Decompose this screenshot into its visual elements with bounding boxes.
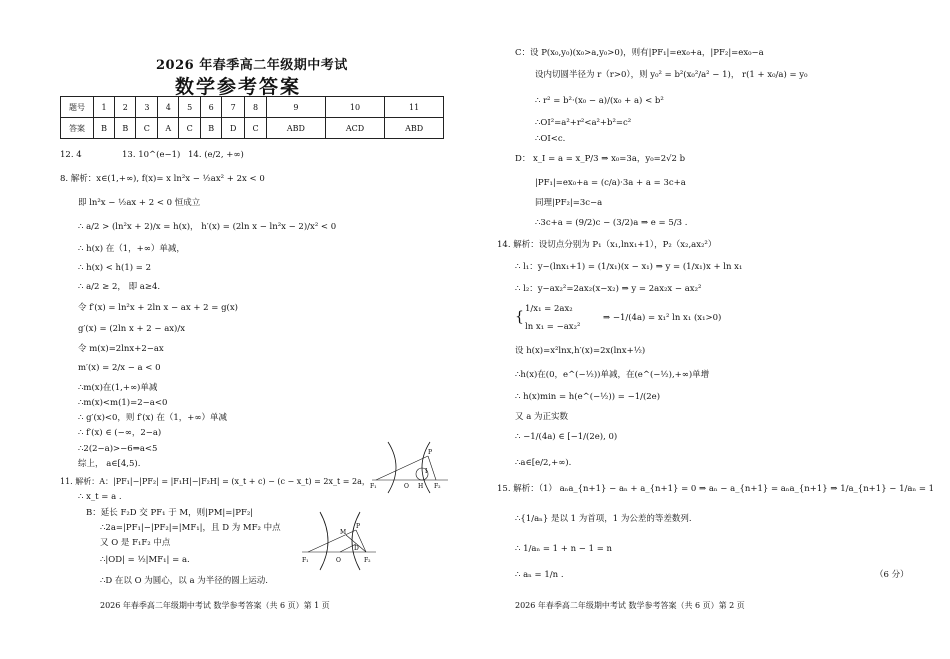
table-cell: 3 bbox=[136, 97, 158, 118]
table-answer-label: 答案 bbox=[61, 118, 94, 139]
q8-line: m′(x) = 2/x − a < 0 bbox=[78, 363, 161, 373]
q11-line: ∴D 在以 O 为圆心，以 a 为半径的圆上运动. bbox=[100, 576, 268, 586]
c-part-line: C：设 P(x₀,y₀)(x₀>a,y₀>0)，则有|PF₁|=ex₀+a，|PF₂|=ex₀−a bbox=[515, 48, 764, 58]
q11-line: 又 O 是 F₁F₂ 中点 bbox=[100, 538, 171, 548]
c-part-line: 设内切圆半径为 r（r>0），则 y₀² = b²(x₀²/a² − 1)， r(1 + x₀/a) = y₀ bbox=[535, 70, 808, 80]
q8-line: ∴ h(x) < h(1) = 2 bbox=[78, 263, 151, 273]
q8-line: 即 ln²x − ½ax + 2 < 0 恒成立 bbox=[78, 198, 201, 208]
q8-line: ∴ f′(x) ∈ (−∞，2−a) bbox=[78, 428, 162, 438]
q15-line: ∴ aₙ = 1/n . bbox=[515, 570, 564, 580]
answer-key-title: 数学参考答案 bbox=[175, 76, 302, 98]
system-brace: { bbox=[515, 309, 524, 325]
q8-line: ∴ a/2 > (ln²x + 2)/x = h(x)， h′(x) = (2ln x − ln²x − 2)/x² < 0 bbox=[78, 222, 337, 232]
table-cell: 2 bbox=[115, 97, 136, 118]
table-cell: 10 bbox=[325, 97, 384, 118]
fig2-label-o: O bbox=[336, 557, 341, 564]
hyperbola-midpoint-figure bbox=[300, 510, 378, 572]
q8-line: ∴ h(x) 在（1，+∞）单减， bbox=[78, 244, 185, 254]
q14-line: ⇒ −1/(4a) = x₁² ln x₁ (x₁>0) bbox=[603, 313, 722, 323]
q14-line: ∴ h(x)min = h(e^(−½)) = −1/(2e) bbox=[515, 392, 661, 402]
q14-line: 设 h(x)=x²lnx,h′(x)=2x(lnx+½) bbox=[515, 346, 646, 356]
fig1-label-f2: F₂ bbox=[434, 483, 441, 490]
q14-line: ∴ −1/(4a) ∈ [−1/(2e), 0) bbox=[515, 432, 618, 442]
table-cell: A bbox=[158, 118, 179, 139]
q11-line: B：延长 F₂D 交 PF₁ 于 M，则|PM|=|PF₂| bbox=[86, 508, 254, 518]
table-cell: B bbox=[115, 118, 136, 139]
q8-line: ∴m(x)在(1,+∞)单减 bbox=[78, 383, 158, 393]
q8-line: ∴m(x)<m(1)=2−a<0 bbox=[78, 398, 168, 408]
q14-system-eq1: 1/x₁ = 2ax₂ bbox=[525, 304, 573, 314]
q14-line: ∴a∈[e/2,+∞). bbox=[515, 458, 572, 468]
fig2-label-f1: F₁ bbox=[302, 557, 309, 564]
fig1-label-o: O bbox=[404, 483, 409, 490]
q14-line: 14. 解析：设切点分别为 P₁（x₁,lnx₁+1），P₂（x₂,ax₂²） bbox=[497, 240, 717, 250]
q8-line: ∴ a/2 ≥ 2， 即 a≥4. bbox=[78, 282, 161, 292]
q11-line: ∴2a=|PF₁|−|PF₂|=|MF₁|，且 D 为 MF₂ 中点 bbox=[100, 523, 281, 533]
answer-table bbox=[60, 96, 444, 139]
table-cell: B bbox=[201, 118, 222, 139]
hyperbola-incircle-figure bbox=[370, 440, 450, 495]
q14-line: ∴ l₂：y−ax₂²=2ax₂(x−x₂) ⇒ y = 2ax₂x − ax₂² bbox=[515, 284, 702, 294]
fig1-label-f1: F₁ bbox=[370, 483, 377, 490]
q8-line: ∴2(2−a)>−6⇒a<5 bbox=[78, 444, 158, 454]
table-cell: 1 bbox=[94, 97, 115, 118]
table-cell: 5 bbox=[179, 97, 201, 118]
c-part-line: ∴OI²=a²+r²<a²+b²=c² bbox=[535, 118, 632, 128]
q14-line: ∴ l₁：y−(lnx₁+1) = (1/x₁)(x − x₁) ⇒ y = (1/x₁)x + ln x₁ bbox=[515, 262, 743, 272]
d-part-line: ∴3c+a = (9/2)c − (3/2)a ⇒ e = 5/3 . bbox=[535, 218, 688, 228]
q11-line: ∴ x_t = a . bbox=[78, 492, 122, 502]
right-page bbox=[475, 0, 950, 659]
q8-line: 8. 解析：x∈(1,+∞), f(x)= x ln²x − ½ax² + 2x < 0 bbox=[60, 174, 265, 184]
page-footer-1: 2026 年春季高二年级期中考试 数学参考答案（共 6 页）第 1 页 bbox=[100, 601, 330, 610]
q8-line: 综上， a∈[4,5). bbox=[78, 459, 141, 469]
q14-system-eq2: ln x₁ = −ax₂² bbox=[525, 322, 581, 332]
table-cell: 8 bbox=[245, 97, 267, 118]
fig1-label-i: I bbox=[425, 468, 428, 475]
table-cell: C bbox=[136, 118, 158, 139]
table-cell: 4 bbox=[158, 97, 179, 118]
table-header-label: 题号 bbox=[61, 97, 94, 118]
fig1-label-h: H bbox=[418, 483, 424, 490]
q15-line: ∴{1/aₙ} 是以 1 为首项，1 为公差的等差数列. bbox=[515, 514, 692, 524]
q15-line: 15. 解析：（1） aₙa_{n+1} − aₙ + a_{n+1} = 0 ⇒ aₙ − a_{n+1} = aₙa_{n+1} ⇒ 1/a_{n+1} − 1/aₙ = 1 bbox=[497, 484, 935, 494]
table-cell: ABD bbox=[385, 118, 444, 139]
table-cell: 7 bbox=[222, 97, 245, 118]
answer-14: 14. (e/2, +∞) bbox=[188, 150, 244, 160]
answer-table-header-row bbox=[61, 97, 444, 118]
d-part-line: D： x_I = a = x_P/3 ⇒ x₀=3a，y₀=2√2 b bbox=[515, 154, 686, 164]
q8-line: 令 m(x)=2lnx+2−ax bbox=[78, 344, 164, 354]
table-cell: 6 bbox=[201, 97, 222, 118]
fig2-label-m: M bbox=[340, 529, 347, 536]
q14-line: 又 a 为正实数 bbox=[515, 412, 568, 422]
fig2-label-d: D bbox=[354, 545, 359, 552]
fig2-label-f2: F₂ bbox=[364, 557, 371, 564]
table-cell: 9 bbox=[267, 97, 326, 118]
answer-table-answer-row bbox=[61, 118, 444, 139]
q8-line: g′(x) = (2ln x + 2 − ax)/x bbox=[78, 324, 186, 334]
answer-12: 12. 4 bbox=[60, 150, 82, 160]
table-cell: 11 bbox=[385, 97, 444, 118]
d-part-line: 同理|PF₂|=3c−a bbox=[535, 198, 603, 208]
exam-title: 2026 年春季高二年级期中考试 bbox=[156, 58, 348, 73]
answer-13: 13. 10^(e−1) bbox=[122, 150, 181, 160]
table-cell: ABD bbox=[267, 118, 326, 139]
q11-line: 11. 解析：A：|PF₁|−|PF₂| = |F₁H|−|F₂H| = (x_t + c) − (c − x_t) = 2x_t = 2a， bbox=[60, 477, 370, 486]
fig2-label-p: P bbox=[356, 523, 361, 530]
table-cell: B bbox=[94, 118, 115, 139]
page-footer-2: 2026 年春季高二年级期中考试 数学参考答案（共 6 页）第 2 页 bbox=[515, 601, 745, 610]
q14-line: ∴h(x)在(0，e^(−½))单减，在(e^(−½),+∞)单增 bbox=[515, 370, 710, 380]
d-part-line: |PF₁|=ex₀+a = (c/a)·3a + a = 3c+a bbox=[535, 178, 686, 188]
q8-line: 令 f′(x) = ln²x + 2ln x − ax + 2 = g(x) bbox=[78, 303, 238, 313]
q11-line: ∴|OD| = ½|MF₁| = a. bbox=[100, 555, 190, 565]
table-cell: C bbox=[245, 118, 267, 139]
table-cell: ACD bbox=[325, 118, 384, 139]
q15-line: ∴ 1/aₙ = 1 + n − 1 = n bbox=[515, 544, 612, 554]
table-cell: C bbox=[179, 118, 201, 139]
table-cell: D bbox=[222, 118, 245, 139]
score-label: （6 分） bbox=[875, 570, 909, 580]
c-part-line: ∴OI<c. bbox=[535, 134, 566, 144]
q8-line: ∴ g′(x)<0，则 f′(x) 在（1，+∞）单减 bbox=[78, 413, 227, 423]
c-part-line: ∴ r² = b²·(x₀ − a)/(x₀ + a) < b² bbox=[535, 96, 664, 106]
fig1-label-p: P bbox=[428, 449, 433, 456]
